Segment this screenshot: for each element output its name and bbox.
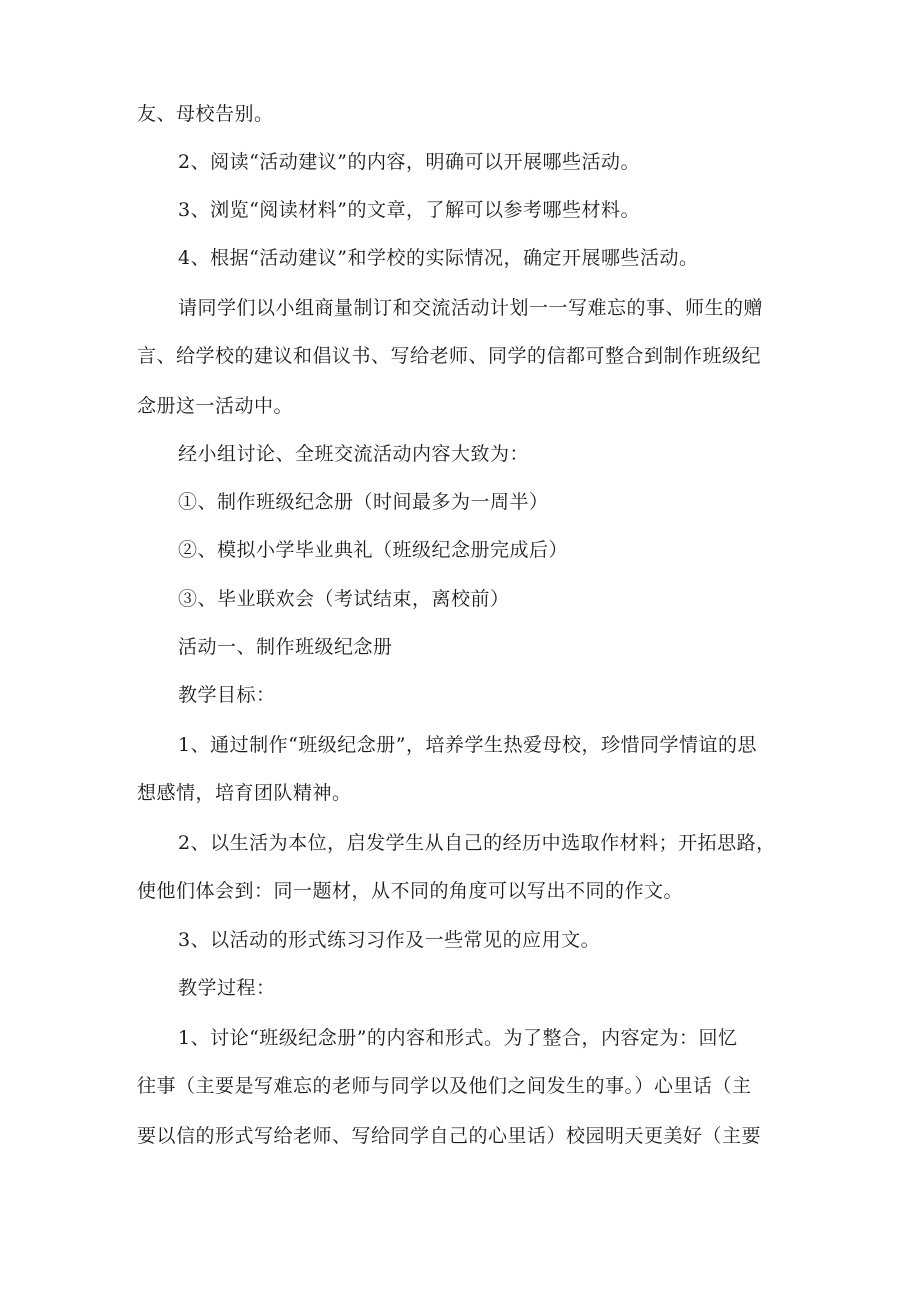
text-line: 教学过程： xyxy=(178,977,276,999)
text-line: 3、以活动的形式练习习作及一些常见的应用文。 xyxy=(178,929,601,951)
text-line: 使他们体会到：同一题材，从不同的角度可以写出不同的作文。 xyxy=(137,880,684,902)
text-line: 教学目标： xyxy=(178,684,276,706)
text-line: 友、母校告别。 xyxy=(137,103,274,125)
text-line: 要以信的形式写给老师、写给同学自己的心里话）校园明天更美好（主要 xyxy=(137,1125,762,1147)
text-line: 念册这一活动中。 xyxy=(137,395,294,417)
text-line: 1、通过制作“班级纪念册”，培养学生热爱母校，珍惜同学情谊的思 xyxy=(178,734,758,756)
text-line: 请同学们以小组商量制订和交流活动计划一一写难忘的事、师生的赠 xyxy=(178,297,764,319)
text-line: 3、浏览“阅读材料”的文章，了解可以参考哪些材料。 xyxy=(178,199,641,221)
text-line: ③、毕业联欢会（考试结束，离校前） xyxy=(178,588,510,610)
text-line: 往事（主要是写难忘的老师与同学以及他们之间发生的事。）心里话（主 xyxy=(137,1075,752,1097)
text-line: 2、以生活为本位，启发学生从自己的经历中选取作材料；开拓思路， xyxy=(178,832,776,854)
text-line: 活动一、制作班级纪念册 xyxy=(178,636,393,658)
text-line: 1、讨论“班级纪念册”的内容和形式。为了整合，内容定为：回忆 xyxy=(178,1027,738,1049)
text-line: 4、根据“活动建议”和学校的实际情况，确定开展哪些活动。 xyxy=(178,247,699,269)
text-line: 言、给学校的建议和倡议书、写给老师、同学的信都可整合到制作班级纪 xyxy=(137,345,762,367)
text-line: 经小组讨论、全班交流活动内容大致为： xyxy=(178,443,530,465)
text-line: 想感情，培育团队精神。 xyxy=(137,782,352,804)
text-line: ①、制作班级纪念册（时间最多为一周半） xyxy=(178,491,549,513)
text-line: ②、模拟小学毕业典礼（班级纪念册完成后） xyxy=(178,539,569,561)
text-line: 2、阅读“活动建议”的内容，明确可以开展哪些活动。 xyxy=(178,151,641,173)
